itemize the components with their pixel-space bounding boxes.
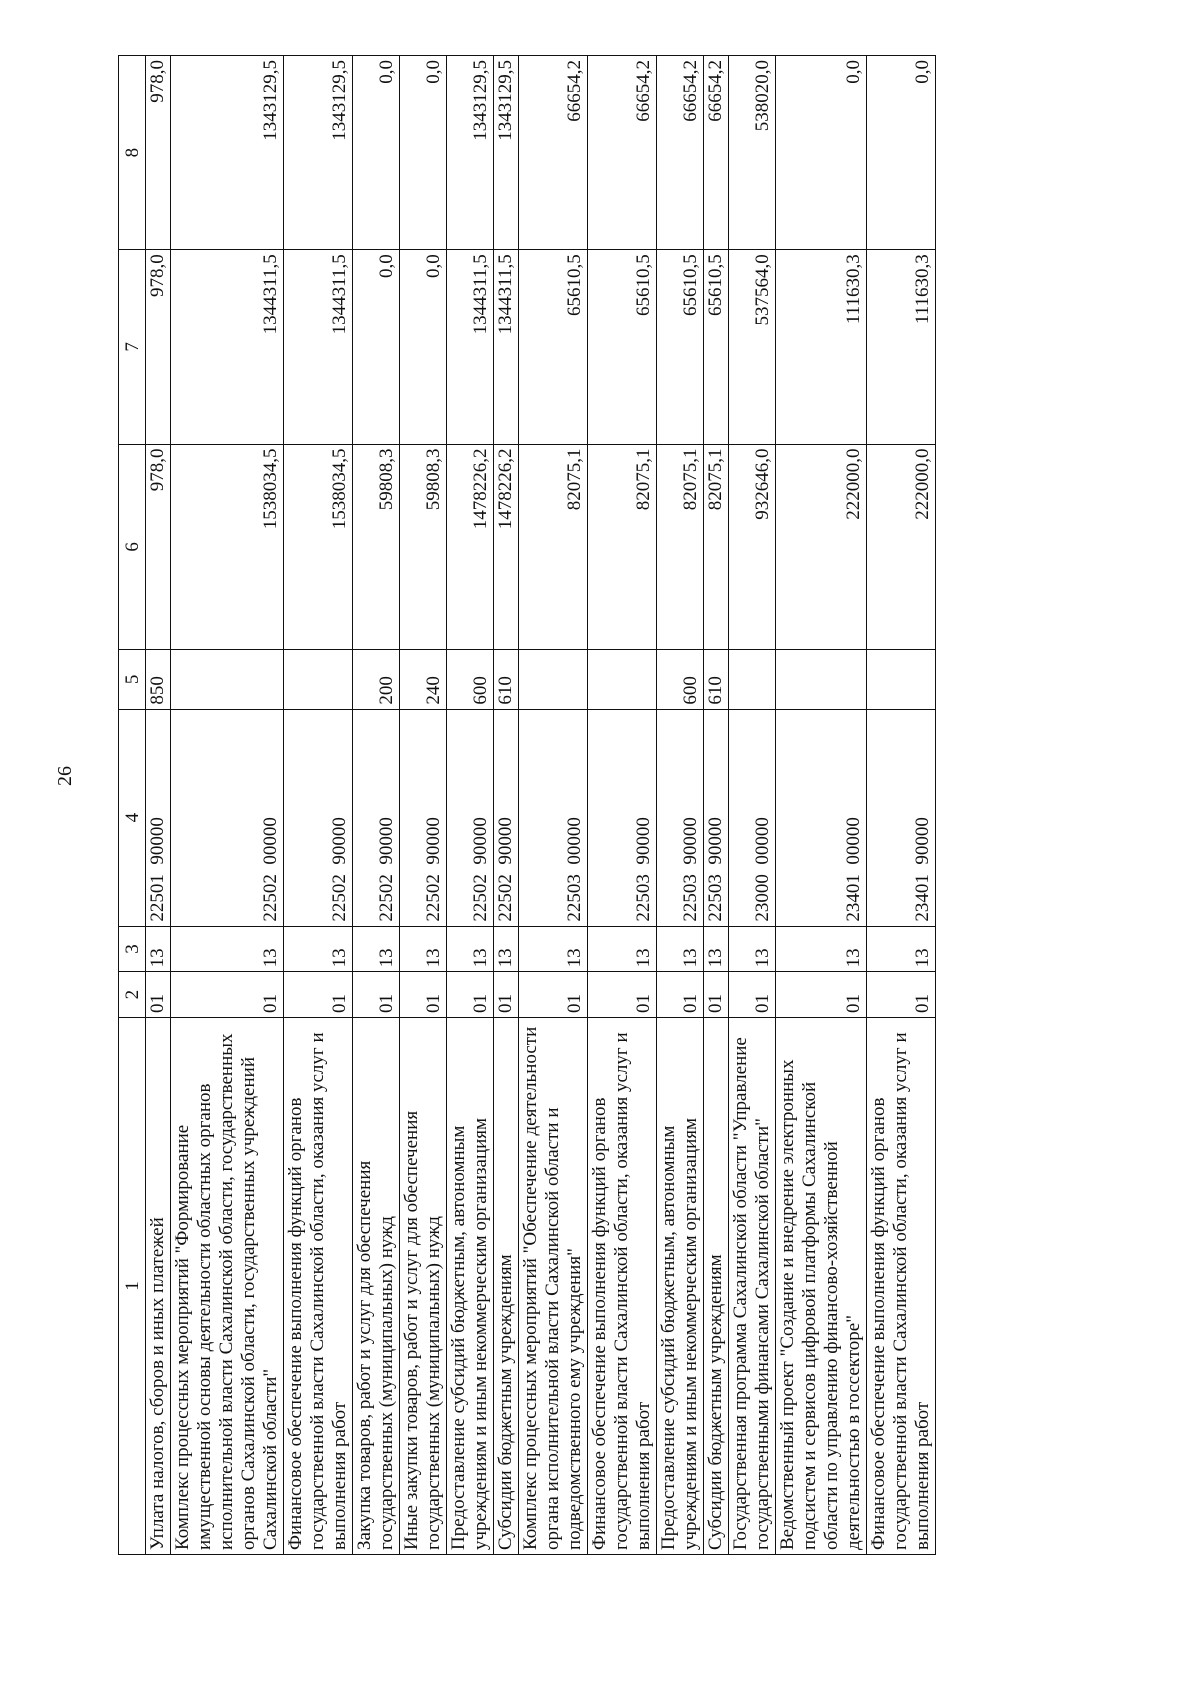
amount-col7-cell: 65610,5 bbox=[519, 250, 588, 444]
header-cell: 6 bbox=[119, 444, 146, 650]
row-name-cell: Комплекс процессных мероприятий "Формирование имущественной основы деятельности областных органов исполнительной власти Сахалинской области, государственных органов Сахалинской области, государственных учреждений Сахалинской области" bbox=[171, 1018, 284, 1555]
subsection-code-cell: 13 bbox=[519, 926, 588, 972]
amount-col6-cell: 1538034,5 bbox=[171, 444, 284, 650]
amount-col7-cell: 65610,5 bbox=[704, 250, 729, 444]
section-code-cell: 01 bbox=[867, 972, 936, 1018]
target-code-cell: 23401 90000 bbox=[867, 709, 936, 926]
header-row bbox=[119, 56, 146, 1555]
row-name-cell: Предоставление субсидий бюджетным, автономным учреждениям и иным некоммерческим организациям bbox=[657, 1018, 704, 1555]
row-name-cell: Государственная программа Сахалинской области "Управление государственными финансами Сахалинской области" bbox=[729, 1018, 776, 1555]
target-code-cell: 22503 00000 bbox=[519, 709, 588, 926]
subsection-code-cell: 13 bbox=[776, 926, 867, 972]
target-code-cell: 23000 00000 bbox=[729, 709, 776, 926]
amount-col8-cell: 0,0 bbox=[400, 56, 447, 250]
amount-col6-cell: 1478226,2 bbox=[494, 444, 519, 650]
expense-type-cell: 600 bbox=[657, 650, 704, 709]
target-code-cell: 22502 90000 bbox=[353, 709, 400, 926]
amount-col8-cell: 538020,0 bbox=[729, 56, 776, 250]
table-row bbox=[171, 56, 284, 1555]
row-name-cell: Финансовое обеспечение выполнения функций органов государственной власти Сахалинской области, оказания услуг и выполнения работ bbox=[588, 1018, 657, 1555]
section-code-cell: 01 bbox=[776, 972, 867, 1018]
subsection-code-cell: 13 bbox=[657, 926, 704, 972]
expense-type-cell bbox=[776, 650, 867, 709]
amount-col7-cell: 1344311,5 bbox=[447, 250, 494, 444]
header-cell: 4 bbox=[119, 709, 146, 926]
expense-type-cell: 200 bbox=[353, 650, 400, 709]
row-name-cell: Уплата налогов, сборов и иных платежей bbox=[146, 1018, 171, 1555]
target-code-cell: 22502 90000 bbox=[494, 709, 519, 926]
table-row bbox=[284, 56, 353, 1555]
section-code-cell: 01 bbox=[400, 972, 447, 1018]
section-code-cell: 01 bbox=[146, 972, 171, 1018]
expense-type-cell bbox=[729, 650, 776, 709]
section-code-cell: 01 bbox=[447, 972, 494, 1018]
expense-type-cell: 240 bbox=[400, 650, 447, 709]
table-row bbox=[494, 56, 519, 1555]
target-code-cell: 23401 00000 bbox=[776, 709, 867, 926]
amount-col8-cell: 0,0 bbox=[776, 56, 867, 250]
row-name-cell: Субсидии бюджетным учреждениям bbox=[704, 1018, 729, 1555]
amount-col7-cell: 111630,3 bbox=[776, 250, 867, 444]
budget-table bbox=[118, 55, 936, 1555]
subsection-code-cell: 13 bbox=[171, 926, 284, 972]
subsection-code-cell: 13 bbox=[447, 926, 494, 972]
header-cell: 8 bbox=[119, 56, 146, 250]
row-name-cell: Субсидии бюджетным учреждениям bbox=[494, 1018, 519, 1555]
table-row bbox=[588, 56, 657, 1555]
section-code-cell: 01 bbox=[284, 972, 353, 1018]
amount-col8-cell: 0,0 bbox=[867, 56, 936, 250]
amount-col7-cell: 0,0 bbox=[353, 250, 400, 444]
amount-col8-cell: 66654,2 bbox=[657, 56, 704, 250]
amount-col6-cell: 82075,1 bbox=[704, 444, 729, 650]
amount-col7-cell: 978,0 bbox=[146, 250, 171, 444]
table-row bbox=[704, 56, 729, 1555]
subsection-code-cell: 13 bbox=[494, 926, 519, 972]
amount-col6-cell: 1478226,2 bbox=[447, 444, 494, 650]
section-code-cell: 01 bbox=[519, 972, 588, 1018]
amount-col7-cell: 1344311,5 bbox=[494, 250, 519, 444]
amount-col8-cell: 66654,2 bbox=[588, 56, 657, 250]
section-code-cell: 01 bbox=[704, 972, 729, 1018]
target-code-cell: 22502 90000 bbox=[447, 709, 494, 926]
page-number: 26 bbox=[54, 766, 76, 786]
amount-col8-cell: 1343129,5 bbox=[171, 56, 284, 250]
subsection-code-cell: 13 bbox=[729, 926, 776, 972]
amount-col8-cell: 978,0 bbox=[146, 56, 171, 250]
amount-col6-cell: 222000,0 bbox=[867, 444, 936, 650]
header-cell: 7 bbox=[119, 250, 146, 444]
table-row bbox=[519, 56, 588, 1555]
section-code-cell: 01 bbox=[353, 972, 400, 1018]
amount-col6-cell: 59808,3 bbox=[400, 444, 447, 650]
row-name-cell: Предоставление субсидий бюджетным, автономным учреждениям и иным некоммерческим организациям bbox=[447, 1018, 494, 1555]
row-name-cell: Ведомственный проект "Создание и внедрение электронных подсистем и сервисов цифровой платформы Сахалинской области по управлению финансово-хозяйственной деятельностью в госсекторе" bbox=[776, 1018, 867, 1555]
amount-col7-cell: 65610,5 bbox=[588, 250, 657, 444]
section-code-cell: 01 bbox=[171, 972, 284, 1018]
table-row bbox=[729, 56, 776, 1555]
subsection-code-cell: 13 bbox=[588, 926, 657, 972]
amount-col6-cell: 978,0 bbox=[146, 444, 171, 650]
target-code-cell: 22503 90000 bbox=[657, 709, 704, 926]
amount-col8-cell: 0,0 bbox=[353, 56, 400, 250]
table-row bbox=[146, 56, 171, 1555]
target-code-cell: 22503 90000 bbox=[588, 709, 657, 926]
table-row bbox=[867, 56, 936, 1555]
amount-col8-cell: 1343129,5 bbox=[494, 56, 519, 250]
target-code-cell: 22503 90000 bbox=[704, 709, 729, 926]
table-row bbox=[657, 56, 704, 1555]
table-row bbox=[776, 56, 867, 1555]
subsection-code-cell: 13 bbox=[704, 926, 729, 972]
subsection-code-cell: 13 bbox=[867, 926, 936, 972]
expense-type-cell: 850 bbox=[146, 650, 171, 709]
section-code-cell: 01 bbox=[588, 972, 657, 1018]
expense-type-cell: 600 bbox=[447, 650, 494, 709]
section-code-cell: 01 bbox=[729, 972, 776, 1018]
subsection-code-cell: 13 bbox=[284, 926, 353, 972]
expense-type-cell: 610 bbox=[494, 650, 519, 709]
amount-col6-cell: 82075,1 bbox=[657, 444, 704, 650]
header-cell: 5 bbox=[119, 650, 146, 709]
amount-col8-cell: 66654,2 bbox=[704, 56, 729, 250]
header-cell: 2 bbox=[119, 972, 146, 1018]
amount-col6-cell: 222000,0 bbox=[776, 444, 867, 650]
header-cell: 3 bbox=[119, 926, 146, 972]
expense-type-cell bbox=[588, 650, 657, 709]
row-name-cell: Финансовое обеспечение выполнения функций органов государственной власти Сахалинской области, оказания услуг и выполнения работ bbox=[867, 1018, 936, 1555]
target-code-cell: 22501 90000 bbox=[146, 709, 171, 926]
target-code-cell: 22502 90000 bbox=[400, 709, 447, 926]
amount-col6-cell: 932646,0 bbox=[729, 444, 776, 650]
amount-col7-cell: 1344311,5 bbox=[284, 250, 353, 444]
row-name-cell: Иные закупки товаров, работ и услуг для обеспечения государственных (муниципальных) нужд bbox=[400, 1018, 447, 1555]
section-code-cell: 01 bbox=[657, 972, 704, 1018]
table-row bbox=[400, 56, 447, 1555]
subsection-code-cell: 13 bbox=[400, 926, 447, 972]
subsection-code-cell: 13 bbox=[353, 926, 400, 972]
table-row bbox=[353, 56, 400, 1555]
row-name-cell: Финансовое обеспечение выполнения функций органов государственной власти Сахалинской области, оказания услуг и выполнения работ bbox=[284, 1018, 353, 1555]
amount-col7-cell: 65610,5 bbox=[657, 250, 704, 444]
expense-type-cell: 610 bbox=[704, 650, 729, 709]
amount-col6-cell: 82075,1 bbox=[588, 444, 657, 650]
section-code-cell: 01 bbox=[494, 972, 519, 1018]
table-row bbox=[447, 56, 494, 1555]
target-code-cell: 22502 00000 bbox=[171, 709, 284, 926]
amount-col7-cell: 0,0 bbox=[400, 250, 447, 444]
amount-col6-cell: 82075,1 bbox=[519, 444, 588, 650]
amount-col7-cell: 537564,0 bbox=[729, 250, 776, 444]
subsection-code-cell: 13 bbox=[146, 926, 171, 972]
amount-col7-cell: 1344311,5 bbox=[171, 250, 284, 444]
expense-type-cell bbox=[519, 650, 588, 709]
amount-col8-cell: 66654,2 bbox=[519, 56, 588, 250]
amount-col8-cell: 1343129,5 bbox=[284, 56, 353, 250]
row-name-cell: Закупка товаров, работ и услуг для обеспечения государственных (муниципальных) нужд bbox=[353, 1018, 400, 1555]
amount-col7-cell: 111630,3 bbox=[867, 250, 936, 444]
amount-col6-cell: 59808,3 bbox=[353, 444, 400, 650]
header-cell: 1 bbox=[119, 1018, 146, 1555]
expense-type-cell bbox=[284, 650, 353, 709]
budget-table-wrapper bbox=[118, 55, 1128, 1555]
expense-type-cell bbox=[867, 650, 936, 709]
expense-type-cell bbox=[171, 650, 284, 709]
row-name-cell: Комплекс процессных мероприятий "Обеспечение деятельности органа исполнительной власти Сахалинской области и подведомственного ему учреждения" bbox=[519, 1018, 588, 1555]
amount-col8-cell: 1343129,5 bbox=[447, 56, 494, 250]
amount-col6-cell: 1538034,5 bbox=[284, 444, 353, 650]
target-code-cell: 22502 90000 bbox=[284, 709, 353, 926]
